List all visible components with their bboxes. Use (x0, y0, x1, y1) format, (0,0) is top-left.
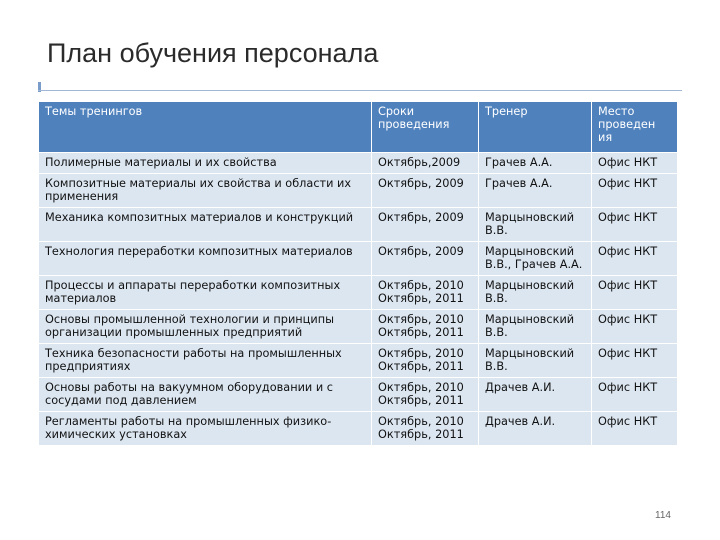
topic-cell: Процессы и аппараты переработки композитных материалов (39, 276, 372, 310)
date-line: Октябрь, 2010 (378, 279, 464, 292)
table-row (39, 153, 678, 174)
table-row (39, 174, 678, 208)
page-title: План обучения персонала (47, 38, 379, 68)
topic-cell: Механика композитных материалов и конструкций (39, 208, 372, 242)
date-line: Октябрь, 2011 (378, 394, 464, 407)
trainer-cell: Марцыновский В.В. (479, 208, 592, 242)
trainer-cell: Марцыновский В.В. (479, 344, 592, 378)
table-row (39, 208, 678, 242)
date-line: Октябрь, 2010 (378, 381, 464, 394)
trainer-cell: Драчев А.И. (479, 412, 592, 446)
date-line: Октябрь,2009 (378, 156, 461, 169)
topic-cell: Полимерные материалы и их свойства (39, 153, 372, 174)
dates-cell (372, 344, 479, 378)
topic-cell: Регламенты работы на промышленных физико-химических установках (39, 412, 372, 446)
date-line: Октябрь, 2010 (378, 347, 464, 360)
table-row (39, 412, 678, 446)
page-number: 114 (655, 510, 671, 521)
date-line: Октябрь, 2011 (378, 428, 464, 441)
trainer-cell: Марцыновский В.В. (479, 276, 592, 310)
place-cell: Офис НКТ (592, 412, 678, 446)
trainer-cell: Грачев А.А. (479, 174, 592, 208)
date-line: Октябрь, 2009 (378, 211, 464, 224)
dates-cell (372, 208, 479, 242)
date-line: Октябрь, 2009 (378, 245, 464, 258)
dates-cell (372, 153, 479, 174)
date-line: Октябрь, 2010 (378, 313, 464, 326)
place-cell: Офис НКТ (592, 378, 678, 412)
trainer-cell: Грачев А.А. (479, 153, 592, 174)
topic-cell: Техника безопасности работы на промышленных предприятиях (39, 344, 372, 378)
date-line: Октябрь, 2011 (378, 292, 464, 305)
dates-cell (372, 378, 479, 412)
place-cell: Офис НКТ (592, 153, 678, 174)
column-header-dates: Сроки проведения (372, 102, 479, 153)
title-divider (38, 90, 682, 91)
date-line: Октябрь, 2010 (378, 415, 464, 428)
dates-cell (372, 276, 479, 310)
dates-cell (372, 412, 479, 446)
dates-cell (372, 174, 479, 208)
topic-cell: Композитные материалы их свойства и области их применения (39, 174, 372, 208)
table-header-row (39, 102, 678, 153)
topic-cell: Основы работы на вакуумном оборудовании и с сосудами под давлением (39, 378, 372, 412)
trainer-cell: Драчев А.И. (479, 378, 592, 412)
trainer-cell: Марцыновский В.В., Грачев А.А. (479, 242, 592, 276)
place-cell: Офис НКТ (592, 276, 678, 310)
table-body (39, 153, 678, 446)
training-plan-table (38, 101, 678, 446)
column-header-place: Место проведен ия (592, 102, 678, 153)
date-line: Октябрь, 2011 (378, 360, 464, 373)
date-line: Октябрь, 2009 (378, 177, 464, 190)
column-header-topics: Темы тренингов (39, 102, 372, 153)
date-line: Октябрь, 2011 (378, 326, 464, 339)
table-row (39, 276, 678, 310)
table-row (39, 378, 678, 412)
topic-cell: Технология переработки композитных материалов (39, 242, 372, 276)
place-cell: Офис НКТ (592, 344, 678, 378)
column-header-trainer: Тренер (479, 102, 592, 153)
trainer-cell: Марцыновский В.В. (479, 310, 592, 344)
table-row (39, 242, 678, 276)
dates-cell (372, 242, 479, 276)
dates-cell (372, 310, 479, 344)
table-row (39, 344, 678, 378)
place-cell: Офис НКТ (592, 208, 678, 242)
topic-cell: Основы промышленной технологии и принципы организации промышленных предприятий (39, 310, 372, 344)
place-cell: Офис НКТ (592, 242, 678, 276)
place-cell: Офис НКТ (592, 310, 678, 344)
table-row (39, 310, 678, 344)
place-cell: Офис НКТ (592, 174, 678, 208)
